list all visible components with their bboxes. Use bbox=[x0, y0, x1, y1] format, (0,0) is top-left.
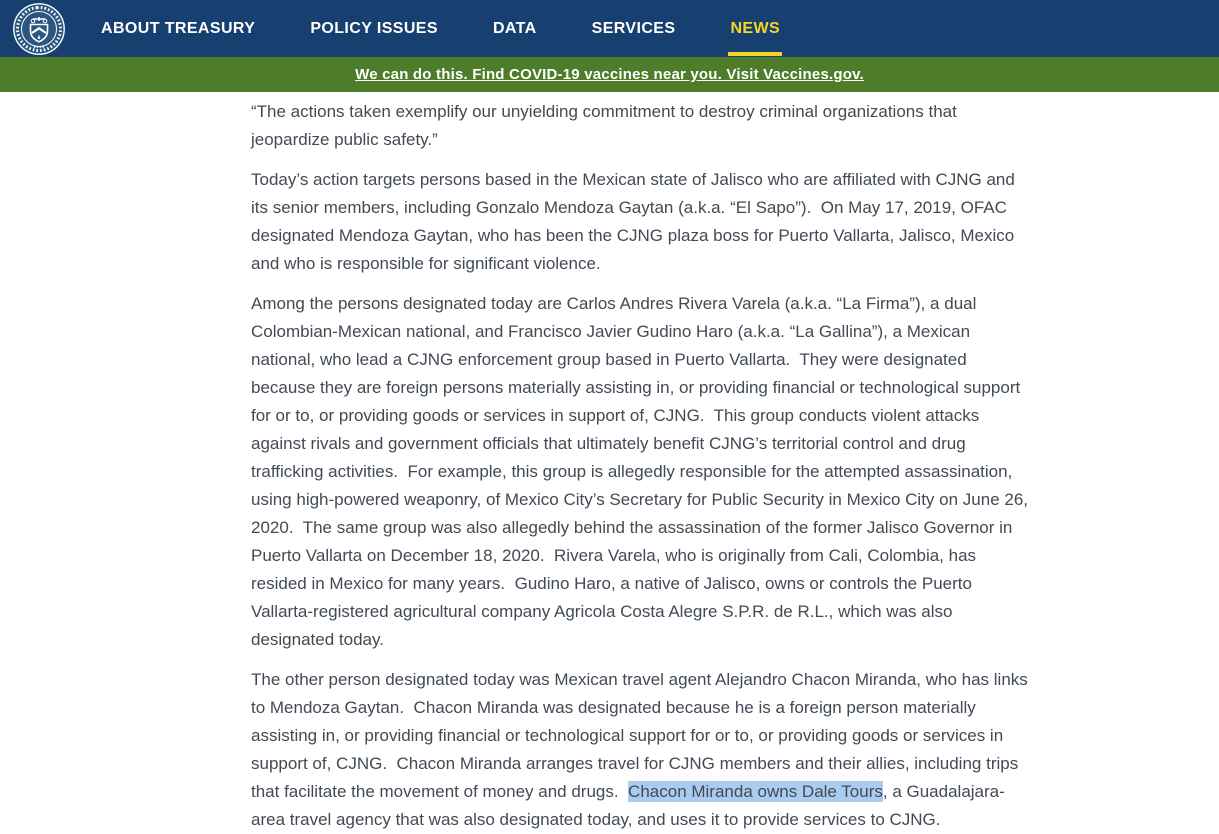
article-content bbox=[251, 92, 1033, 834]
nav-item-about-treasury[interactable]: ABOUT TREASURY bbox=[101, 19, 256, 37]
top-nav bbox=[0, 0, 1219, 57]
treasury-seal-logo[interactable] bbox=[13, 3, 65, 55]
article-paragraph bbox=[251, 666, 1033, 834]
nav-item-data[interactable]: DATA bbox=[492, 19, 537, 37]
text-selection-highlight: Chacon Miranda owns Dale Tours bbox=[628, 782, 883, 801]
covid-banner bbox=[0, 57, 1219, 92]
active-tab-underline-icon bbox=[728, 52, 782, 56]
covid-banner-link[interactable]: We can do this. Find COVID-19 vaccines near you. Visit Vaccines.gov. bbox=[355, 66, 864, 83]
article-paragraph: Today’s action targets persons based in the Mexican state of Jalisco who are affiliated with CJNG and its senior members, including Gonzalo Mendoza Gaytan (a.k.a. “El Sapo”). On May 17, 2019, OFAC designated Mendoza Gaytan, who has been the CJNG plaza boss for Puerto Vallarta, Jalisco, Mexico and who is responsible for significant violence. bbox=[251, 170, 1020, 273]
article-paragraph-quote: “The actions taken exemplify our unyielding commitment to destroy criminal organizations that jeopardize public safety.” bbox=[251, 102, 962, 149]
primary-nav bbox=[101, 0, 780, 57]
nav-item-services[interactable]: SERVICES bbox=[591, 19, 676, 37]
nav-item-news-label: NEWS bbox=[730, 19, 781, 37]
paragraph-text-before-highlight: The other person designated today was Mexican travel agent Alejandro Chacon Miranda, who has links to Mendoza Gaytan. Chacon Miranda was designated because he is a foreign person materially assisting in, or providing financial or technological support for or to, or providing goods or services in support of, CJNG. Chacon Miranda arranges travel for CJNG members and their allies, including trips that facilitate the movement of money and drugs. bbox=[251, 670, 1033, 801]
nav-item-policy-issues[interactable]: POLICY ISSUES bbox=[310, 19, 438, 37]
treasury-seal-icon bbox=[13, 3, 65, 55]
paragraph-text-after-highlight: , a Guadalajara-area travel agency that was also designated today, and uses it to provide services to CJNG. bbox=[251, 782, 1005, 829]
nav-item-news[interactable] bbox=[730, 0, 780, 57]
article-paragraph: Among the persons designated today are Carlos Andres Rivera Varela (a.k.a. “La Firma”), a dual Colombian-Mexican national, and Francisco Javier Gudino Haro (a.k.a. “La Gallina”), a Mexican national, who lead a CJNG enforcement group based in Puerto Vallarta. They were designated because they are foreign persons materially assisting in, or providing financial or technological support for or to, or providing goods or services in support of, CJNG. This group conducts violent attacks against rivals and government officials that ultimately benefit CJNG’s territorial control and drug trafficking activities. For example, this group is allegedly responsible for the attempted assassination, using high-powered weaponry, of Mexico City’s Secretary for Public Security in Mexico City on June 26, 2020. The same group was also allegedly behind the assassination of the former Jalisco Governor in Puerto Vallarta on December 18, 2020. Rivera Varela, who is originally from Cali, Colombia, has resided in Mexico for many years. Gudino Haro, a native of Jalisco, owns or controls the Puerto Vallarta-registered agricultural company Agricola Costa Alegre S.P.R. de R.L., which was also designated today. bbox=[251, 294, 1033, 649]
